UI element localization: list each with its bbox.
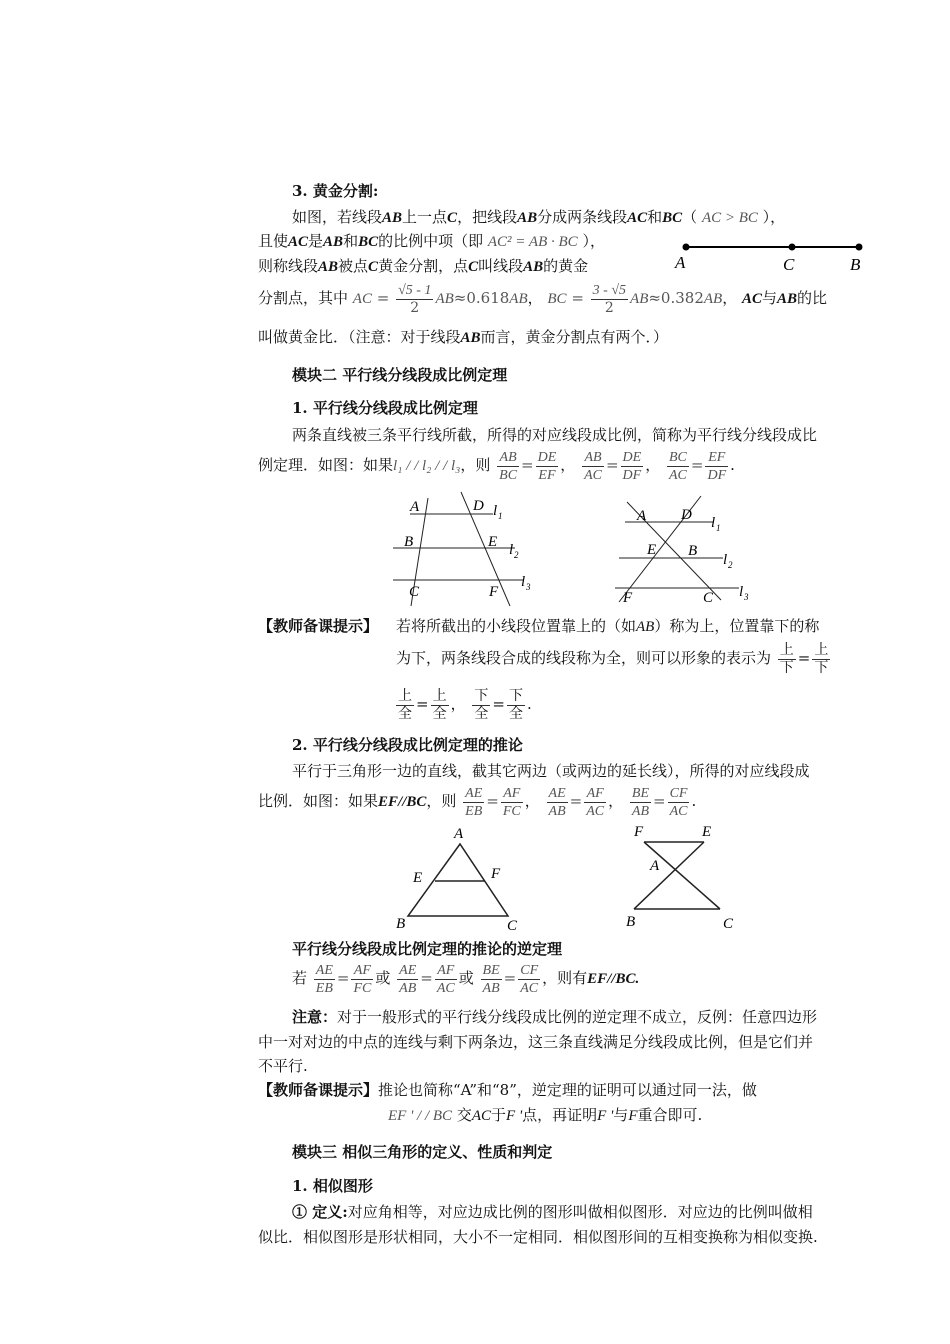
triangle-a-figure xyxy=(390,822,530,934)
n: AE xyxy=(548,785,566,801)
bc-approx: ≈0.382 xyxy=(648,289,704,307)
frac xyxy=(501,785,523,820)
sym: AB xyxy=(517,210,538,226)
tip2-label: 【教师备课提示】 xyxy=(258,1081,379,1099)
m3-s1-title: 1. 相似图形 xyxy=(292,1177,373,1195)
label-a: A xyxy=(454,826,464,842)
label-c: C xyxy=(723,916,734,932)
n: AB xyxy=(582,449,604,467)
sym: AB xyxy=(460,330,481,346)
sym: AB xyxy=(703,291,723,307)
n: 上 xyxy=(814,641,829,658)
text: 点，再证明 xyxy=(522,1106,598,1124)
sym: C xyxy=(447,210,458,226)
d: AC xyxy=(584,467,602,483)
sym: AB xyxy=(630,291,649,307)
label-l1-sub: 1 xyxy=(716,523,721,533)
sym: AC xyxy=(352,291,372,307)
sym: AB xyxy=(323,234,344,250)
bc-fraction xyxy=(591,282,628,317)
sym: BC xyxy=(547,291,567,307)
text: 于 xyxy=(491,1106,507,1124)
frac-shang-xia xyxy=(812,642,830,677)
text: 比例．如图：如果 xyxy=(258,792,379,810)
m2-s1-p1: 两条直线被三条平行线所截，所得的对应线段成比例，简称为平行线分线段成比 xyxy=(292,426,818,444)
tip2-line-1 xyxy=(258,1081,757,1099)
frac xyxy=(463,785,484,820)
sym: AB xyxy=(509,291,528,307)
d: DF xyxy=(622,467,642,483)
text: 叫做黄金比．（注意：对于线段 xyxy=(258,328,461,346)
converse-line: 若 $\frac{AE}{EB}$ = $\frac{AF}{FC}$ 或 $\frac{AE}{AB}$ = $\frac{AF}{AC}$ 或 $\frac{BE}{AB}$ = $\frac{CF}{AC}$ ，则有EF//BC. xyxy=(292,962,640,996)
n: BC xyxy=(668,449,687,465)
label-c: C xyxy=(507,918,518,934)
mean-formula: AC² = AB · BC xyxy=(487,234,578,250)
text: 分成两条线段 xyxy=(537,208,628,226)
n: DE xyxy=(622,449,642,465)
module3-title: 模块三 相似三角形的定义、性质和判定 xyxy=(292,1143,553,1161)
label-f: F xyxy=(634,824,644,840)
d: AC xyxy=(520,980,539,996)
frac xyxy=(314,962,335,997)
sym: AC xyxy=(741,291,762,307)
condition-formula: AC > BC xyxy=(701,210,758,226)
label-l2-sub: 2 xyxy=(728,560,733,570)
d: 下 xyxy=(779,659,794,676)
parallel-lines-figure-right xyxy=(605,492,765,610)
d: BC xyxy=(499,467,518,483)
d: AB xyxy=(631,803,649,819)
n: CF xyxy=(520,962,539,978)
golden-segment-figure xyxy=(670,236,870,276)
label-b: B xyxy=(404,534,414,550)
sym: AC xyxy=(471,1108,492,1124)
converse-title: 平行线分线段成比例定理的推论的逆定理 xyxy=(292,940,563,958)
frac xyxy=(518,962,540,997)
d: 全 xyxy=(474,705,489,722)
sym: AB xyxy=(777,291,798,307)
n: AE xyxy=(465,785,483,801)
d: 全 xyxy=(398,705,412,722)
frac xyxy=(667,449,689,484)
m3-def-line-2: 似比．相似图形是形状相同，大小不一定相同．相似图形间的互相变换称为相似变换. xyxy=(258,1228,818,1246)
d: 全 xyxy=(508,705,523,722)
sym: BC xyxy=(358,234,379,250)
text: 对于一般形式的平行线分线段成比例的逆定理不成立，反例：任意四边形 xyxy=(337,1008,818,1026)
d: EB xyxy=(465,803,483,819)
label-a: A xyxy=(637,508,647,524)
text: 例定理．如图：如果 xyxy=(258,456,394,474)
n: AF xyxy=(501,785,523,803)
text: 推论也简称“A”和“8”，逆定理的证明可以通过同一法，做 xyxy=(378,1081,757,1099)
frac xyxy=(397,962,418,997)
label-l2-sub: 2 xyxy=(514,550,519,560)
text: 或 xyxy=(375,969,391,987)
m2-s2-p2: 比例．如图：如果EF//BC，则 $\frac{AE}{EB}$ = $\frac{AF}{FC}$ ， $\frac{AE}{AB}$ = $\frac{AF}{AC}$ ， $\frac{BE}{AB}$ = $\frac{CF}{AC}$ . xyxy=(258,785,697,819)
text: 的比例中项（即 xyxy=(378,232,484,250)
label-l1: l xyxy=(493,503,498,519)
text: 黄金分割，点 xyxy=(378,257,469,275)
sym: F xyxy=(628,1108,638,1124)
frac xyxy=(705,449,728,484)
frac xyxy=(582,449,604,484)
label-e: E xyxy=(488,534,498,550)
d: DF xyxy=(707,467,727,483)
tip2-line-2 xyxy=(388,1106,702,1125)
d: AB xyxy=(548,803,566,819)
n: AE xyxy=(315,962,333,978)
text: 分割点，其中 xyxy=(258,289,349,307)
label-b: B xyxy=(626,914,636,930)
n: BE xyxy=(631,785,649,801)
parallel-formula: EF ' / / BC xyxy=(388,1108,453,1124)
label-l3: l xyxy=(521,574,526,590)
label-b: B xyxy=(396,916,406,932)
frac xyxy=(621,449,644,484)
text: 与 xyxy=(613,1106,629,1124)
text: 若 xyxy=(292,969,308,987)
ac-fraction xyxy=(396,282,433,317)
m3-def-line-1 xyxy=(292,1203,813,1221)
label-l2: l xyxy=(509,542,514,558)
text: 重合即可. xyxy=(637,1106,703,1124)
d: EF xyxy=(538,467,556,483)
sym: AB xyxy=(382,210,403,226)
numerator: 3 - √5 xyxy=(592,282,627,298)
label-c: C xyxy=(703,590,714,606)
segment-eb xyxy=(634,842,704,909)
sym: BC xyxy=(662,210,683,226)
d: AC xyxy=(436,980,455,996)
text: ，把线段 xyxy=(457,208,518,226)
label-f: F xyxy=(489,584,499,600)
ac-approx: ≈0.618 xyxy=(453,289,510,307)
text: 与 xyxy=(762,289,778,307)
label-d: D xyxy=(681,507,692,523)
label-c: C xyxy=(783,255,795,274)
text: ）称为上，位置靠下的称 xyxy=(654,617,820,635)
golden-line-5 xyxy=(258,328,668,347)
module2-title: 模块二 平行线分线段成比例定理 xyxy=(292,366,508,384)
frac xyxy=(435,962,457,997)
n: AF xyxy=(351,962,373,980)
frac-shang-quan xyxy=(396,688,414,723)
frac-xia-quan xyxy=(472,688,490,723)
tip1-line-3: $\frac{\text{上}}{\text{全}}$ = $\frac{\text{上}}{\text{全}}$ ， $\frac{\text{下}}{\text{全}}$ = $\frac{\text{下}}{\text{全}}$ . xyxy=(398,687,532,722)
label-f: F xyxy=(491,866,501,882)
frac xyxy=(668,785,690,820)
text: 为下，两条线段合成的线段称为全，则可以形象的表示为 xyxy=(396,649,772,667)
segment-fc xyxy=(644,842,720,909)
sym: AB xyxy=(636,619,655,635)
numerator: √5 - 1 xyxy=(398,282,432,298)
text: 对应角相等，对应边成比例的图形叫做相似图形．对应边的比例叫做相 xyxy=(347,1203,813,1221)
note-line-1 xyxy=(292,1008,817,1026)
label-l1: l xyxy=(711,515,716,531)
frac xyxy=(497,449,519,484)
text: 或 xyxy=(458,969,474,987)
frac xyxy=(351,962,373,997)
frac xyxy=(630,785,651,820)
sym: AB xyxy=(435,291,454,307)
m2-s2-p1: 平行于三角形一边的直线，截其它两边（或两边的延长线），所得的对应线段成 xyxy=(292,762,810,780)
d: FC xyxy=(353,980,372,996)
d: AC xyxy=(669,803,688,819)
n: 上 xyxy=(779,641,794,658)
golden-line-2 xyxy=(258,232,605,251)
text: 的比 xyxy=(797,289,828,307)
text: 和 xyxy=(647,208,663,226)
golden-line-4: 分割点，其中 AC = $\frac{√5 - 1}{2}$ AB≈0.618AB， BC = $\frac{3 - √5}{2}$ AB≈0.382AB， AC与AB的比 xyxy=(258,282,828,316)
n: 下 xyxy=(474,687,489,704)
d: 全 xyxy=(432,705,447,722)
point-b xyxy=(856,244,863,251)
text: 的黄金 xyxy=(543,257,589,275)
label-b: B xyxy=(688,543,698,559)
n: DE xyxy=(537,449,557,465)
label-a: A xyxy=(675,253,686,272)
label-l1-sub: 1 xyxy=(498,511,503,521)
m2-s1-p2: 例定理．如图：如果l₁ / / l₂ / / l₃，则 $\frac{AB}{BC}$ = $\frac{DE}{EF}$ ， $\frac{AB}{AC}$ = $\frac{DE}{DF}$ ， $\frac{BC}{AC}$ = $\frac{EF}{DF}$ . xyxy=(258,449,735,483)
n: 上 xyxy=(432,687,447,704)
label-b: B xyxy=(850,255,861,274)
text: ，则 xyxy=(460,456,491,474)
text: ，则 xyxy=(426,792,457,810)
n: 下 xyxy=(508,687,523,704)
label-e: E xyxy=(413,870,423,886)
m2-s1-title: 1. 平行线分线段成比例定理 xyxy=(292,399,478,417)
frac xyxy=(547,785,568,820)
n: 上 xyxy=(398,687,412,704)
frac-xia-quan xyxy=(507,688,525,723)
sym: F ' xyxy=(506,1108,523,1124)
n: AF xyxy=(435,962,457,980)
point-a xyxy=(683,244,690,251)
point-c xyxy=(789,244,796,251)
sym: C xyxy=(368,259,379,275)
sym: AB xyxy=(318,259,339,275)
label-a: A xyxy=(650,858,660,874)
tip1-label: 【教师备课提示】 xyxy=(258,617,379,635)
golden-line-1: 如图，若线段AB上一点C，把线段AB分成两条线段AC和BC（ AC > BC ）， xyxy=(292,208,786,226)
n: AF xyxy=(584,785,606,803)
def-label: ① 定义: xyxy=(292,1203,348,1221)
d: AC xyxy=(586,803,605,819)
text: 若将所截出的小线段位置靠上的（如 xyxy=(396,617,637,635)
label-a: A xyxy=(410,499,420,515)
frac xyxy=(536,449,559,484)
golden-heading: 3. 黄金分割: xyxy=(292,182,379,200)
n: BE xyxy=(482,962,500,978)
label-l2: l xyxy=(723,552,728,568)
d: 下 xyxy=(814,659,829,676)
sym: AC xyxy=(627,210,648,226)
text: 而言，黄金分割点有两个．） xyxy=(480,328,669,346)
note-label: 注意： xyxy=(292,1008,338,1026)
d: AC xyxy=(668,467,687,483)
note-line-2: 中一对对边的中点的连线与剩下两条边，这三条直线满足分线段成比例，但是它们并 xyxy=(258,1033,814,1051)
label-e: E xyxy=(702,824,712,840)
text: 和 xyxy=(343,232,359,250)
parallel-formula: EF//BC. xyxy=(587,971,640,987)
n: CF xyxy=(669,785,688,801)
text: 上一点 xyxy=(402,208,448,226)
d: FC xyxy=(502,803,521,819)
text: 交 xyxy=(456,1106,472,1124)
text: 如图，若线段 xyxy=(292,208,383,226)
denominator: 2 xyxy=(604,299,614,316)
d: EB xyxy=(315,980,333,996)
label-l3-sub: 3 xyxy=(526,582,531,592)
frac xyxy=(584,785,606,820)
label-c: C xyxy=(409,584,420,600)
frac-shang-xia xyxy=(778,642,796,677)
denominator: 2 xyxy=(410,299,420,316)
note-line-3: 不平行. xyxy=(258,1057,308,1075)
n: AE xyxy=(399,962,417,978)
d: AB xyxy=(399,980,417,996)
parallel-formula: l₁ / / l₂ / / l₃ xyxy=(393,458,461,474)
n: AB xyxy=(497,449,519,467)
golden-line-3 xyxy=(258,257,588,276)
text: 叫线段 xyxy=(478,257,524,275)
text: ）， xyxy=(582,232,605,250)
sym: F ' xyxy=(597,1108,614,1124)
tip1-line-2: 为下，两条线段合成的线段称为全，则可以形象的表示为 $\frac{\text{上}}{\text{下}}$ = $\frac{\text{上}}{\text{下}}$ xyxy=(396,641,829,676)
m2-s2-title: 2. 平行线分线段成比例定理的推论 xyxy=(292,736,523,754)
label-e: E xyxy=(647,542,657,558)
frac-shang-quan xyxy=(431,688,449,723)
text: 被点 xyxy=(338,257,369,275)
text: 是 xyxy=(308,232,324,250)
label-l3: l xyxy=(739,584,744,600)
sym: C xyxy=(468,259,479,275)
parallel-formula: EF//BC xyxy=(378,794,427,810)
label-d: D xyxy=(473,498,484,514)
parallel-lines-figure-left xyxy=(385,488,545,610)
tip1-line-1 xyxy=(396,617,819,636)
label-l3-sub: 3 xyxy=(744,592,749,602)
sym: AC xyxy=(288,234,309,250)
n: EF xyxy=(705,449,728,467)
transversal-right xyxy=(461,492,510,606)
sym: AB xyxy=(523,259,544,275)
frac xyxy=(481,962,502,997)
text: 则称线段 xyxy=(258,257,319,275)
label-f: F xyxy=(623,590,633,606)
hourglass-8-figure xyxy=(620,822,760,934)
text: 且使 xyxy=(258,232,289,250)
d: AB xyxy=(482,980,500,996)
text: ，则有 xyxy=(542,969,588,987)
